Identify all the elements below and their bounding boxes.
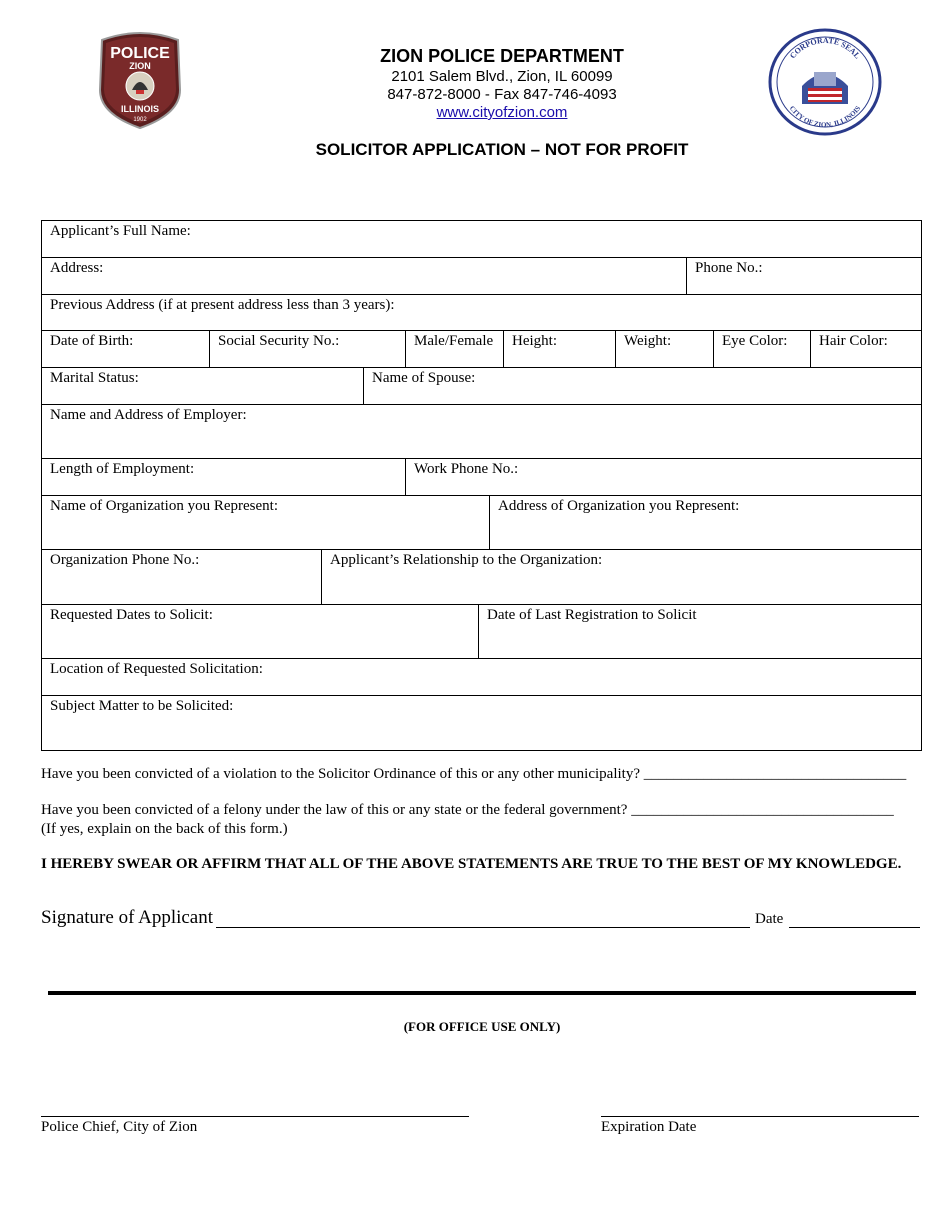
section-divider	[48, 991, 916, 995]
row-dates	[42, 605, 921, 659]
office-use-heading: (FOR OFFICE USE ONLY)	[403, 1019, 561, 1034]
chief-signature-line[interactable]	[41, 1116, 469, 1117]
department-address: 2101 Salem Blvd., Zion, IL 60099	[391, 68, 613, 85]
question-ordinance[interactable]: Have you been convicted of a violation to the Solicitor Ordinance of this or any other municipality? ___________________________________	[41, 766, 907, 782]
question-felony[interactable]: Have you been convicted of a felony under the law of this or any state or the federal government? ___________________________________	[41, 802, 894, 818]
row-employment	[42, 459, 921, 496]
chief-label: Police Chief, City of Zion	[41, 1119, 198, 1135]
felony-note: (If yes, explain on the back of this form.)	[41, 821, 288, 837]
work-phone-field[interactable]: Work Phone No.:	[414, 461, 519, 477]
org-phone-field[interactable]: Organization Phone No.:	[42, 550, 322, 604]
department-phone-fax: 847-872-8000 - Fax 847-746-4093	[387, 86, 617, 103]
expiration-label: Expiration Date	[601, 1119, 697, 1135]
requested-dates-field[interactable]: Requested Dates to Solicit:	[42, 605, 479, 658]
website-link[interactable]: www.cityofzion.com	[436, 104, 568, 121]
last-registration-field[interactable]: Date of Last Registration to Solicit	[487, 607, 697, 623]
previous-address-field[interactable]: Previous Address (if at present address less than 3 years):	[50, 297, 395, 313]
org-address-field[interactable]: Address of Organization you Represent:	[498, 498, 740, 514]
badge-city-text: ZION	[129, 61, 151, 71]
ssn-field[interactable]: Social Security No.:	[210, 331, 406, 367]
org-name-field[interactable]: Name of Organization you Represent:	[42, 496, 490, 549]
row-marital	[42, 368, 921, 405]
letterhead	[0, 0, 950, 200]
eye-color-field[interactable]: Eye Color:	[714, 331, 811, 367]
address-field[interactable]: Address:	[42, 258, 687, 294]
relationship-field[interactable]: Applicant’s Relationship to the Organization:	[330, 552, 603, 568]
dob-field[interactable]: Date of Birth:	[42, 331, 210, 367]
spouse-name-field[interactable]: Name of Spouse:	[372, 370, 476, 386]
subject-field[interactable]: Subject Matter to be Solicited:	[50, 698, 234, 714]
marital-status-field[interactable]: Marital Status:	[42, 368, 364, 404]
row-previous-address	[42, 295, 921, 331]
weight-field[interactable]: Weight:	[616, 331, 714, 367]
badge-state-text: ILLINOIS	[121, 104, 159, 114]
full-name-field[interactable]: Applicant’s Full Name:	[50, 223, 191, 239]
row-organization	[42, 496, 921, 550]
application-form-table	[41, 220, 922, 751]
form-title: SOLICITOR APPLICATION – NOT FOR PROFIT	[315, 140, 689, 159]
phone-field[interactable]: Phone No.:	[695, 260, 763, 276]
date-label: Date	[755, 911, 784, 927]
row-location	[42, 659, 921, 696]
height-field[interactable]: Height:	[504, 331, 616, 367]
signature-label: Signature of Applicant	[41, 907, 214, 928]
row-org-contact	[42, 550, 921, 605]
location-field[interactable]: Location of Requested Solicitation:	[50, 661, 263, 677]
seal-top-text: CORPORATE SEAL	[787, 35, 863, 61]
signature-line[interactable]	[216, 927, 750, 928]
employer-field[interactable]: Name and Address of Employer:	[50, 407, 247, 423]
seal-bottom-text: CITY OF ZION, ILLINOIS	[787, 104, 863, 130]
department-name: ZION POLICE DEPARTMENT	[380, 46, 624, 66]
row-personal-details	[42, 331, 921, 368]
affirmation-statement: I HEREBY SWEAR OR AFFIRM THAT ALL OF THE ABOVE STATEMENTS ARE TRUE TO THE BEST OF MY KNOWLEDGE.	[41, 856, 902, 872]
row-subject	[42, 696, 921, 750]
hair-color-field[interactable]: Hair Color:	[819, 333, 888, 349]
expiration-date-line[interactable]	[601, 1116, 919, 1117]
row-full-name	[42, 221, 921, 258]
badge-year-text: 1902	[133, 117, 147, 123]
row-employer	[42, 405, 921, 459]
row-address	[42, 258, 921, 295]
date-line[interactable]	[789, 927, 920, 928]
employment-length-field[interactable]: Length of Employment:	[42, 459, 406, 495]
sex-field[interactable]: Male/Female	[406, 331, 504, 367]
badge-top-text: POLICE	[110, 45, 170, 62]
city-seal-logo	[768, 28, 882, 136]
